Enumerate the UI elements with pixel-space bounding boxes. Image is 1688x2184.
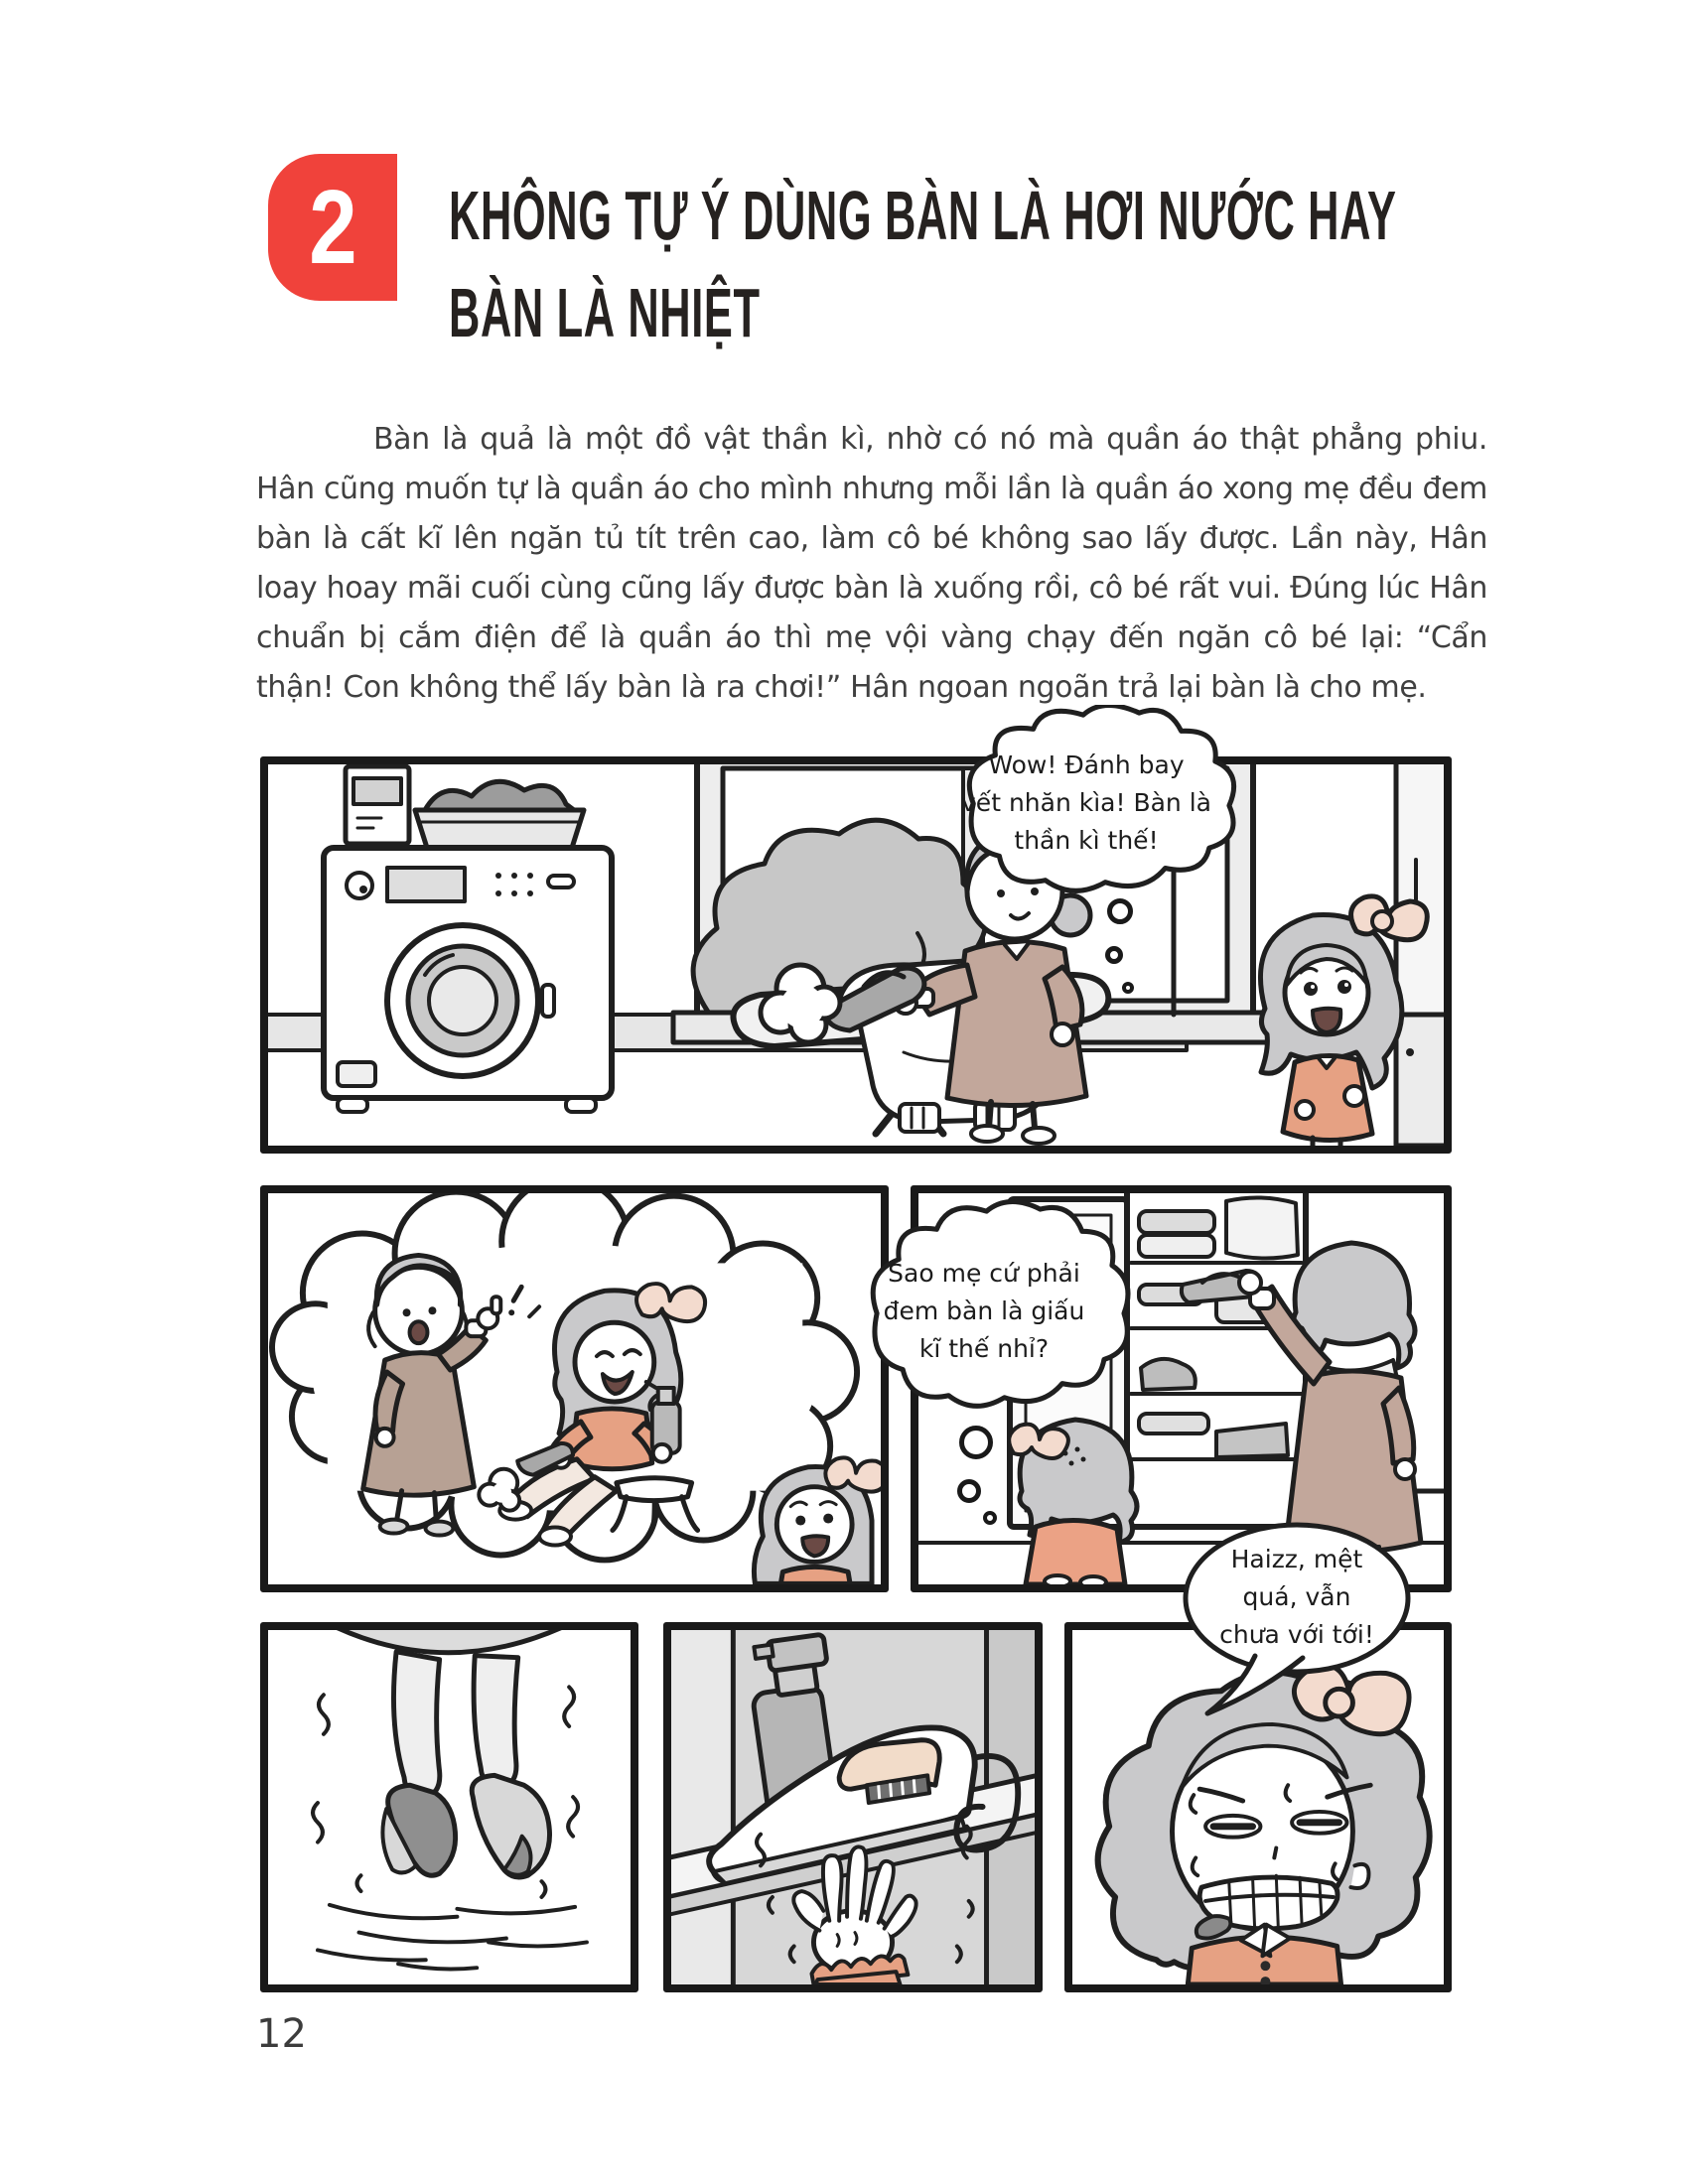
- bubble-line: Sao mẹ cứ phải: [888, 1259, 1080, 1288]
- comic-panel-tiptoe-feet: [260, 1622, 638, 1992]
- bubble-line: quá, vẫn: [1242, 1582, 1351, 1611]
- floor-hatching: [318, 1905, 587, 1970]
- washing-machine: [324, 766, 612, 1112]
- comic-panel-laundry-room: [260, 756, 1452, 1154]
- bubble-line: kĩ thế nhỉ?: [918, 1334, 1050, 1363]
- thought-bubble-why-hide: [837, 1197, 1131, 1426]
- chapter-title-line-2: BÀN LÀ NHIỆT: [449, 274, 761, 351]
- wedge-shoes: [382, 1775, 549, 1877]
- bubble-line: Wow! Đánh bay: [988, 751, 1185, 779]
- thought-trail-dot: [1105, 946, 1123, 964]
- chapter-title: [449, 167, 1688, 361]
- page-number: 12: [256, 2011, 307, 2057]
- chapter-number-badge: [268, 154, 397, 301]
- thought-trail-dot: [1107, 898, 1133, 924]
- bubble-line: Haizz, mệt: [1230, 1545, 1363, 1573]
- bubble-line: thần kì thế!: [1014, 826, 1159, 855]
- speech-bubble-tired: [1178, 1519, 1416, 1723]
- thought-trail-dot: [959, 1426, 993, 1459]
- bubble-line: vết nhăn kìa! Bàn là: [961, 788, 1211, 817]
- thought-trail-dot: [957, 1479, 981, 1503]
- girl-watching-from-behind: [1009, 1420, 1137, 1584]
- intro-paragraph: Bàn là quả là một đồ vật thần kì, nhờ có nó mà quần áo thật phẳng phiu. Hân cũng muốn tự là quần áo cho mình nhưng mỗi lần là quần áo xong mẹ đều đem bàn là cất kĩ lên ngăn tủ tít trên cao, làm cô bé không sao lấy được. Lần này, Hân loay hoay mãi cuối cùng cũng lấy được bàn là xuống rồi, cô bé rất vui. Đúng lúc Hân chuẩn bị cắm điện để là quần áo thì mẹ vội vàng chạy đến ngăn cô bé lại: “Cẩn thận! Con không thể lấy bàn là ra chơi!” Hân ngoan ngoãn trả lại bàn là cho mẹ.: [256, 422, 1487, 705]
- thought-trail-dot: [983, 1511, 997, 1525]
- comic-panel-high-shelf: [663, 1622, 1043, 1992]
- bubble-line: đem bàn là giấu: [883, 1297, 1085, 1325]
- thought-trail-dot: [1122, 982, 1134, 994]
- comic-panel-imagination: [260, 1185, 889, 1592]
- bubble-line: chưa với tới!: [1219, 1620, 1374, 1649]
- chapter-number: 2: [308, 168, 357, 286]
- skirt-hem: [326, 1630, 573, 1653]
- chapter-title-line-1: KHÔNG TỰ Ý DÙNG BÀN LÀ HƠI NƯỚC HAY: [449, 177, 1397, 254]
- thought-bubble-wow: [931, 705, 1241, 901]
